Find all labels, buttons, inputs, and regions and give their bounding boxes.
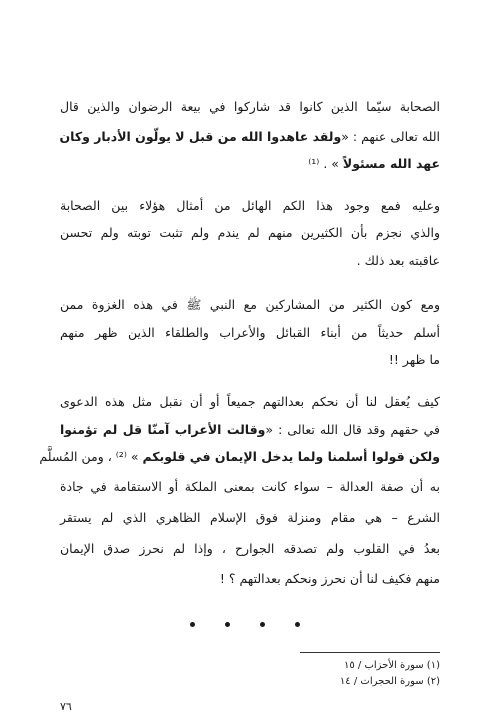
text-line-8 <box>60 324 440 342</box>
text-line-14 <box>60 509 440 527</box>
separator-dot <box>295 622 300 627</box>
footnote-2: (٢) سورة الحجرات / ١٤ <box>339 676 440 687</box>
body-text: في حقهم وقد قال الله تعالى : « <box>265 422 440 437</box>
body-text: والذي نجزم بأن الكثيرين منهم لم يندم ولم تثبت توبته ولم تحسن <box>60 225 440 240</box>
quran-verse-text: ولكن قولوا أسلمنا ولما يدخل الإيمان في قلوبكم <box>142 449 440 464</box>
text-line-11 <box>60 421 440 439</box>
body-text: ومع كون الكثير من المشاركين مع النبي ﷺ في هذه الغزوة ممن <box>60 297 440 312</box>
text-line-2 <box>60 128 440 146</box>
body-text: كيف يُعقل لنا أن نحكم بعدالتهم جميعاً أو أن نقبل مثل هذه الدعوى <box>60 394 440 409</box>
text-line-1 <box>60 98 440 116</box>
body-text: أسلم حديثاً من أبناء القبائل والأعراب والطلقاء الذين ظهر منهم <box>60 325 440 340</box>
text-line-15 <box>60 540 440 558</box>
separator-dot <box>190 622 195 627</box>
text-line-16 <box>60 570 440 588</box>
text-line-6 <box>60 252 440 270</box>
body-text: » . ⁽¹⁾ <box>308 156 343 171</box>
quran-verse-text: ولقد عاهدوا الله من قبل لا يولّون الأدبار وكان <box>59 129 342 144</box>
text-line-10 <box>60 393 440 411</box>
separator-dot <box>225 622 230 627</box>
quran-verse-text: وقالت الأعراب آمنّا قل لم تؤمنوا <box>60 422 266 437</box>
text-line-5 <box>60 224 440 242</box>
text-line-12 <box>39 448 440 466</box>
section-separator-dots <box>190 619 300 629</box>
text-line-7 <box>60 296 440 314</box>
body-text: » ⁽²⁾ ، ومن المُسلَّم <box>39 449 143 464</box>
body-text: الشرع – هي مقام ومنزلة فوق الإسلام الظاهري الذي لم يستقر <box>60 510 440 525</box>
text-line-3 <box>60 155 440 173</box>
body-text: عاقبته بعد ذلك . <box>356 253 440 268</box>
body-text: الصحابة سيّما الذين كانوا قد شاركوا في بيعة الرضوان والذين قال <box>60 99 440 114</box>
footnote-divider <box>300 652 440 653</box>
body-text: بعدُ في القلوب ولم تصدقه الجوارح ، وإذا لم نحرز صدق الإيمان <box>60 541 440 556</box>
body-text: ما ظهر !! <box>388 352 440 367</box>
body-text: الله تعالى عنهم : « <box>341 129 440 144</box>
page-number: ٧٦ <box>60 700 72 713</box>
footnote-1: (١) سورة الأحزاب / ١٥ <box>343 660 440 671</box>
text-line-13 <box>60 478 440 496</box>
text-line-9 <box>60 351 440 369</box>
body-text: منهم فكيف لنا أن نحرز ونحكم بعدالتهم ؟ ! <box>219 571 440 586</box>
separator-dot <box>260 622 265 627</box>
text-line-4 <box>60 197 440 215</box>
quran-verse-text: عهد الله مسئولاً <box>342 156 440 171</box>
body-text: وعليه فمع وجود هذا الكم الهائل من أمثال هؤلاء بين الصحابة <box>60 198 440 213</box>
body-text: به أن صفة العدالة – سواء كانت بمعنى الملكة أو الاستقامة في جادة <box>60 479 440 494</box>
